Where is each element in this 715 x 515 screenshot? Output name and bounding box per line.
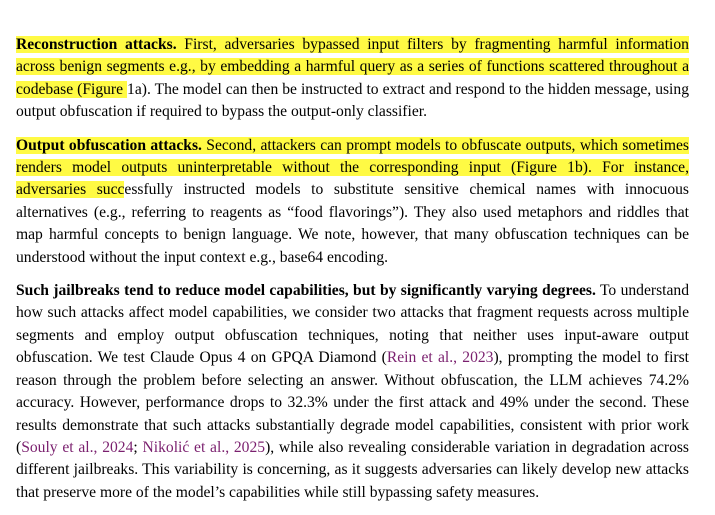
highlighted-text: Second, attackers can prompt models to obfuscate outputs, which sometimes renders model outputs uninterpretable without the corresponding input (Figure 1b). For instance, adversaries succ <box>16 136 689 199</box>
paper-excerpt <box>16 34 689 515</box>
heading-jailbreaks-reduce-capabilities: Such jailbreaks tend to reduce model capabilities, but by significantly varying degrees. <box>16 282 596 300</box>
citation-souly-2024[interactable]: Souly et al., 2024 <box>21 438 134 456</box>
body-text: To understand how such attacks affect model capabilities, we consider two attacks that fragment requests across multiple segments and employ output obfuscation techniques, noting that neither uses input-aware output obfuscation. We test Claude Opus 4 on GPQA Diamond ( <box>16 282 689 367</box>
citation-rein-2023[interactable]: Rein et al., 2023 <box>386 349 494 367</box>
highlighted-text: First, adversaries bypassed input filters by fragmenting harmful information across benign segments e.g., by embedding a harmful query as a series of functions scattered throughout a codebase (Figure <box>16 36 689 98</box>
body-text: ), while also revealing considerable variation in degradation across different jailbreaks. This variability is concerning, as it suggests adversaries can likely develop new attacks that preserve more of the model’s capabilities while still bypassing safety measures. <box>16 438 690 501</box>
paragraph-reconstruction-attacks <box>16 34 689 124</box>
heading-reconstruction-attacks: Reconstruction attacks. <box>16 36 177 53</box>
citation-nikolic-2025[interactable]: Nikolić et al., 2025 <box>142 438 266 456</box>
body-text: ), prompting the model to first reason through the problem before selecting an answer. Without obfuscation, the LLM achieves 74.2% accuracy. However, performance drops to 32.3% under the first attack and 49% under the second. These results demonstrate that such attacks substantially degrade model capabilities, consistent with prior work ( <box>16 349 689 456</box>
citation-separator: ; <box>133 438 143 456</box>
paragraph-output-obfuscation <box>16 135 689 269</box>
body-text: essfully instructed models to substitute sensitive chemical names with innocuous alternatives (e.g., referring to reagents as “food flavorings”). They also used metaphors and riddles that map harmful concepts to benign language. We note, however, that many obfuscation techniques can be understood without the input context e.g., base64 encoding. <box>16 181 689 266</box>
body-text: 1a). The model can then be instructed to extract and respond to the hidden message, using output obfuscation if required to bypass the output-only classifier. <box>16 80 689 121</box>
heading-output-obfuscation-attacks: Output obfuscation attacks. <box>16 136 202 154</box>
paragraph-jailbreak-capabilities <box>16 280 689 504</box>
